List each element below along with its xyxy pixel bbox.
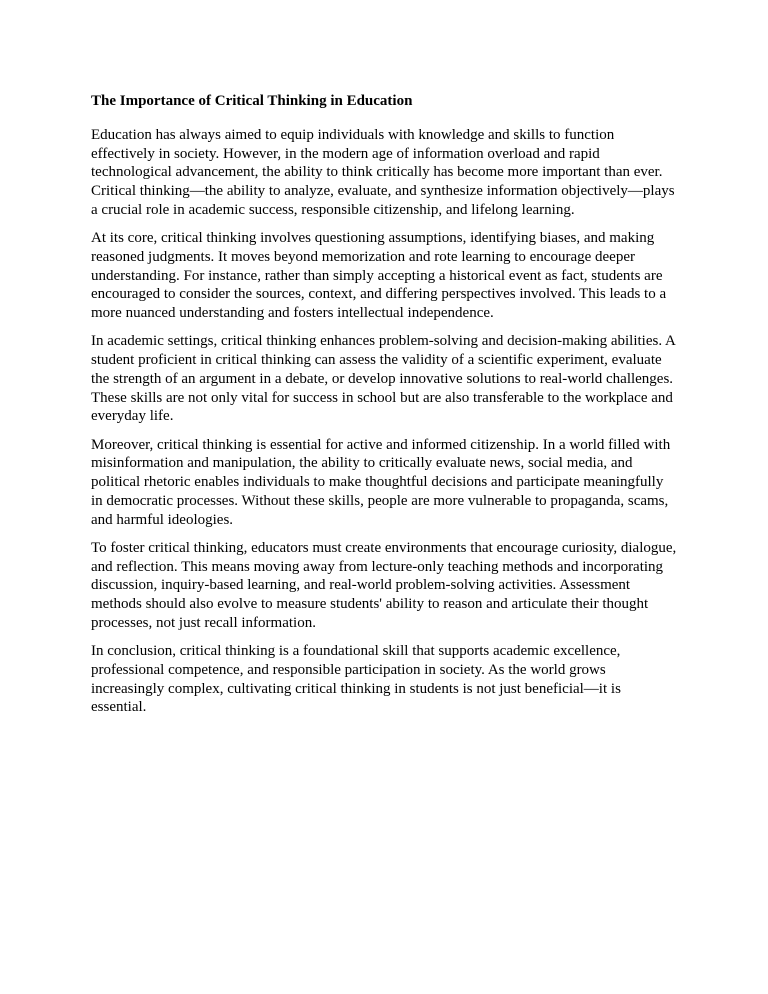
paragraph-academic-settings: In academic settings, critical thinking enhances problem-solving and decision-making abilities. A student proficient in critical thinking can assess the validity of a scientific experiment, evaluate the strength of an argument in a debate, or develop innovative solutions to real-world challenges. These skills are not only vital for success in school but are also transferable to the workplace and everyday life. bbox=[91, 333, 676, 425]
paragraph-citizenship: Moreover, critical thinking is essential for active and informed citizenship. In a world filled with misinformation and manipulation, the ability to critically evaluate news, social media, and political rhetoric enables individuals to make thoughtful decisions and participate meaningfully in democratic processes. Without these skills, people are more vulnerable to propaganda, scams, and harmful ideologies. bbox=[91, 436, 671, 528]
paragraph-conclusion: In conclusion, critical thinking is a foundational skill that supports academic excellence, professional competence, and responsible participation in society. As the world grows increasingly complex, cultivating critical thinking in students is not just beneficial—it is essential. bbox=[91, 643, 621, 716]
paragraph-core-definition: At its core, critical thinking involves questioning assumptions, identifying biases, and making reasoned judgments. It moves beyond memorization and rote learning to encourage deeper understanding. For instance, rather than simply accepting a historical event as fact, students are encouraged to consider the sources, context, and differing perspectives involved. This leads to a more nuanced understanding and fosters intellectual independence. bbox=[91, 230, 667, 321]
paragraph-introduction: Education has always aimed to equip individuals with knowledge and skills to function effectively in society. However, in the modern age of information overload and rapid technological advancement, the ability to think critically has become more important than ever. Critical thinking—the ability to analyze, evaluate, and synthesize information objectively—plays a crucial role in academic success, responsible citizenship, and lifelong learning. bbox=[91, 126, 675, 218]
document-title: The Importance of Critical Thinking in Education bbox=[91, 93, 413, 109]
paragraph-fostering: To foster critical thinking, educators must create environments that encourage curiosity, dialogue, and reflection. This means moving away from lecture-only teaching methods and incorporating discussion, inquiry-based learning, and real-world problem-solving activities. Assessment methods should also evolve to measure students' ability to reason and articulate their thought processes, not just recall information. bbox=[91, 539, 677, 631]
